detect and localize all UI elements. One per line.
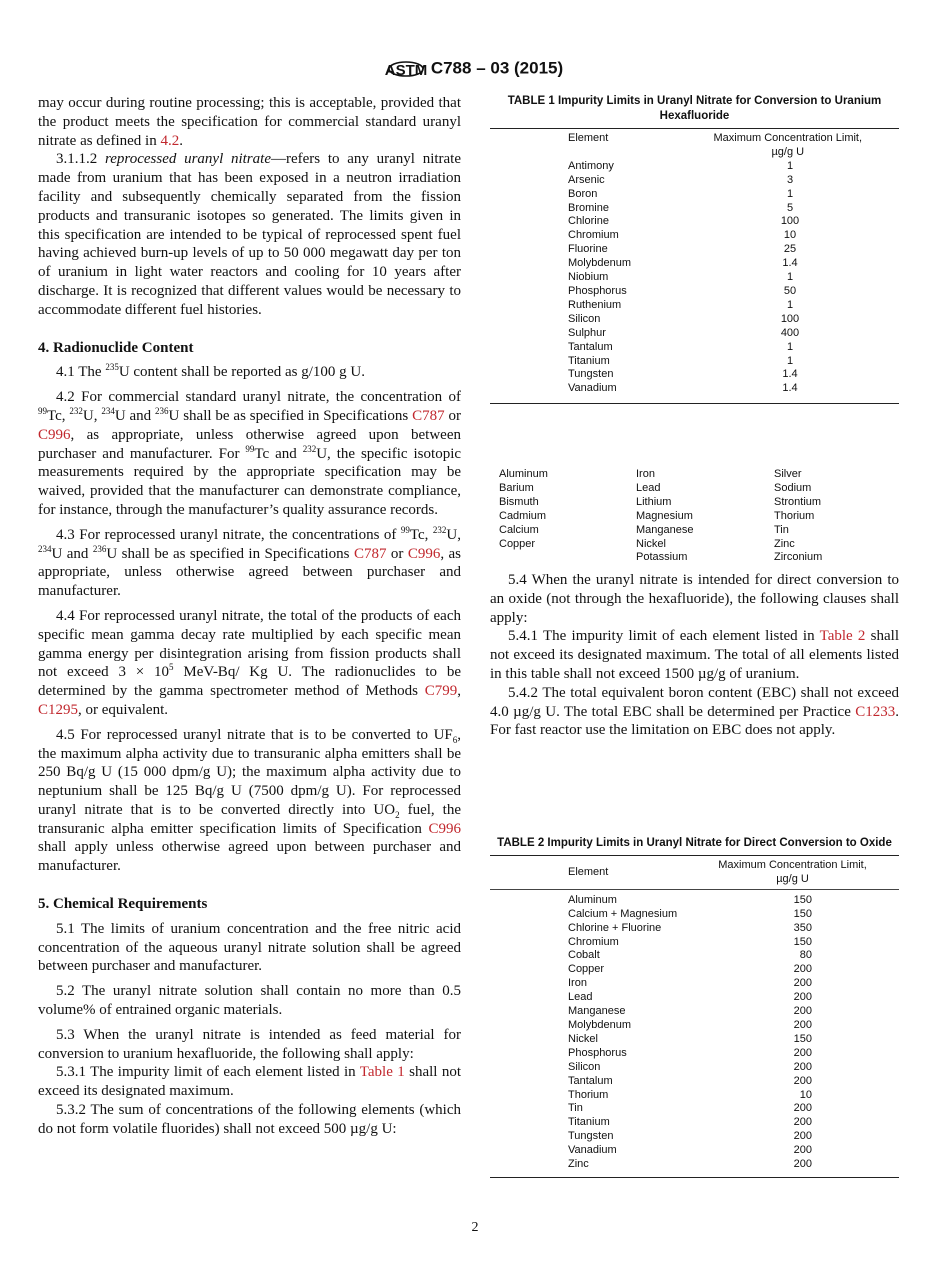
element-name: Sodium bbox=[774, 481, 812, 494]
superscript: 236 bbox=[155, 405, 169, 416]
limit-value: 400 bbox=[780, 326, 800, 339]
page-number: 2 bbox=[471, 1220, 479, 1235]
table-row bbox=[490, 1116, 899, 1130]
table-row bbox=[490, 1061, 899, 1075]
text-run: U and bbox=[114, 407, 156, 424]
superscript: 235 bbox=[105, 362, 119, 373]
limit-value: 80 bbox=[799, 949, 812, 962]
element-name: Phosphorus bbox=[568, 284, 627, 297]
astm-logo-icon bbox=[384, 56, 428, 82]
element-name: Lead bbox=[636, 481, 661, 494]
element-name: Iron bbox=[636, 468, 655, 480]
element-name: Chromium bbox=[568, 935, 619, 948]
table-row bbox=[490, 908, 899, 922]
document-designation: C788 – 03 (2015) bbox=[430, 58, 564, 78]
limit-value: 100 bbox=[780, 215, 800, 228]
limit-value: 1 bbox=[786, 159, 794, 172]
element-name: Iron bbox=[568, 977, 587, 990]
limit-value: 200 bbox=[793, 991, 812, 1004]
table-row bbox=[490, 963, 899, 977]
element-name: Nickel bbox=[636, 537, 666, 550]
table-row bbox=[490, 894, 899, 908]
limit-value: 10 bbox=[799, 1088, 812, 1101]
text-run: or bbox=[386, 545, 408, 562]
superscript: 232 bbox=[302, 443, 317, 454]
text-run: 5. Chemical Requirements bbox=[38, 896, 208, 913]
text-run: shall apply unless otherwise agreed upon between purchaser and manufacturer. bbox=[38, 839, 461, 875]
text-run: or bbox=[444, 407, 461, 424]
element-name: Silver bbox=[774, 468, 802, 480]
paragraph bbox=[38, 920, 461, 976]
table-row bbox=[490, 215, 899, 229]
element-name: Cobalt bbox=[568, 949, 600, 962]
text-run: 5.4 When the uranyl nitrate is intended for direct conversion to an oxide (not through the hexafluoride), the following clauses shall apply: bbox=[490, 572, 899, 626]
table-row bbox=[490, 202, 899, 216]
table-row bbox=[490, 257, 899, 271]
limit-value: 10 bbox=[783, 229, 797, 242]
text-run: , as appropriate, unless otherwise agreed between purchaser and manufacturer. bbox=[38, 545, 461, 600]
reference-link[interactable]: C787 bbox=[353, 545, 387, 562]
text-run: , as appropriate, unless otherwise agreed upon between purchaser and manufacturer. For bbox=[38, 426, 461, 462]
table2 bbox=[490, 855, 899, 1178]
paragraph bbox=[38, 363, 461, 382]
paragraph bbox=[38, 726, 461, 876]
text-run: . For fast reactor use the limitation on EBC does not apply. bbox=[490, 703, 899, 739]
table-row bbox=[490, 1047, 899, 1061]
table-row bbox=[490, 299, 899, 313]
element-name: Barium bbox=[499, 481, 534, 494]
text-run: U shall be as specified in Specifications bbox=[106, 545, 354, 562]
element-name: Silicon bbox=[568, 312, 601, 325]
right-column bbox=[490, 94, 899, 1171]
reference-link[interactable]: C799 bbox=[424, 683, 458, 700]
table-row bbox=[490, 1005, 899, 1019]
element-name: Bromine bbox=[568, 201, 609, 214]
reference-link[interactable]: C996 bbox=[407, 545, 441, 562]
limit-value: 200 bbox=[793, 1005, 812, 1018]
element-name: Manganese bbox=[568, 1005, 626, 1018]
table-rule bbox=[490, 889, 899, 890]
superscript: 234 bbox=[101, 405, 115, 416]
element-name: Tin bbox=[774, 523, 789, 536]
table-row bbox=[490, 1075, 899, 1089]
table-row bbox=[490, 327, 899, 341]
svg-text:ASTM: ASTM bbox=[384, 62, 428, 79]
element-name: Calcium + Magnesium bbox=[568, 907, 678, 920]
superscript: 99 bbox=[38, 405, 47, 416]
element-name: Lead bbox=[568, 991, 593, 1004]
limit-value: 200 bbox=[793, 1074, 812, 1087]
element-name: Titanium bbox=[568, 354, 610, 367]
limit-value: 200 bbox=[793, 1046, 812, 1059]
text-run: 5.4.1 The impurity limit of each element listed in bbox=[508, 628, 820, 645]
element-name: Tungsten bbox=[568, 1130, 614, 1143]
table-row bbox=[490, 1089, 899, 1103]
text-run: U, the specific isotopic measurements required by the appropriate specification may be waived, provided that the manufacturer can demonstrate compliance, for instance, through the manufacturer’s quality assurance records. bbox=[38, 445, 462, 518]
element-name: Copper bbox=[568, 963, 605, 976]
table2-col-limit: Maximum Concentration Limit, bbox=[718, 859, 867, 871]
element-name: Vanadium bbox=[568, 1144, 617, 1157]
table1-col-unit: µg/g U bbox=[771, 145, 805, 158]
element-name: Chlorine + Fluorine bbox=[568, 921, 662, 934]
text-run: may occur during routine processing; this is acceptable, provided that the product meets the specification for commercial standard uranyl nitrate as defined in bbox=[38, 95, 461, 149]
element-name: Tantalum bbox=[568, 340, 613, 353]
text-run: , or equivalent. bbox=[78, 701, 168, 718]
element-name: Zinc bbox=[774, 537, 795, 550]
table-row bbox=[490, 1102, 899, 1116]
limit-value: 1.4 bbox=[782, 382, 798, 395]
section-heading bbox=[38, 339, 461, 358]
element-name: Thorium bbox=[568, 1088, 609, 1101]
table-row bbox=[490, 229, 899, 243]
limit-value: 200 bbox=[793, 1102, 812, 1115]
element-name: Tin bbox=[568, 1102, 583, 1115]
table-row bbox=[490, 355, 899, 369]
text-run: shall not exceed its designated maximum. bbox=[38, 1064, 461, 1100]
table1-col-element: Element bbox=[568, 132, 609, 144]
text-run: U shall be as specified in Specifications bbox=[168, 407, 413, 424]
limit-value: 50 bbox=[783, 284, 797, 297]
text-run: U content shall be reported as g/100 g U. bbox=[118, 364, 366, 381]
table2-col-element: Element bbox=[568, 865, 609, 878]
element-name: Chromium bbox=[568, 229, 619, 242]
element-name: Phosphorus bbox=[568, 1046, 627, 1059]
superscript: 99 bbox=[400, 524, 410, 535]
limit-value: 200 bbox=[793, 963, 812, 976]
limit-value: 150 bbox=[793, 907, 812, 920]
table-row bbox=[490, 1033, 899, 1047]
text-run: 5.3.1 The impurity limit of each element listed in bbox=[56, 1064, 360, 1081]
element-name: Antimony bbox=[568, 159, 614, 172]
paragraph bbox=[38, 388, 461, 520]
element-name: Nickel bbox=[568, 1032, 598, 1045]
limit-value: 200 bbox=[793, 1060, 812, 1073]
text-run: Tc, bbox=[409, 526, 433, 543]
paragraph bbox=[38, 526, 461, 601]
limit-value: 150 bbox=[793, 893, 812, 906]
limit-value: 1.4 bbox=[782, 368, 798, 381]
text-run: U, bbox=[446, 526, 461, 543]
limit-value: 200 bbox=[793, 1130, 812, 1143]
table-row bbox=[490, 922, 899, 936]
table-rule bbox=[490, 1177, 899, 1178]
text-run: 4.3 For reprocessed uranyl nitrate, the concentrations of bbox=[56, 526, 401, 543]
paragraph bbox=[38, 94, 461, 150]
text-run: shall not exceed its designated maximum. The total of all elements listed in this table shall not exceed 1500 µg/g of uranium. bbox=[490, 628, 899, 682]
element-name: Arsenic bbox=[568, 173, 605, 186]
element-name: Lithium bbox=[636, 495, 672, 508]
element-name: Strontium bbox=[774, 495, 822, 508]
nonvolatile-element-list bbox=[490, 468, 904, 565]
paragraph bbox=[38, 607, 461, 720]
text-run: Tc, bbox=[47, 407, 70, 424]
reference-link[interactable]: C1295 bbox=[38, 701, 79, 718]
left-column bbox=[38, 94, 461, 1139]
text-run: 4. Radionuclide Content bbox=[38, 339, 194, 356]
table2-title: TABLE 2 Impurity Limits in Uranyl Nitrate for Direct Conversion to Oxide bbox=[497, 837, 892, 849]
table-row bbox=[490, 188, 899, 202]
element-name: Bismuth bbox=[499, 495, 539, 508]
element-name: Zirconium bbox=[774, 551, 823, 564]
page-header bbox=[0, 56, 950, 82]
table-rule bbox=[490, 403, 899, 404]
text-run: —refers to any uranyl nitrate made from uranium that has been exposed in a neutron irradiation facility and subsequently chemically separated from the fission products and transuranic isotopes so generated. The limits given in this specification are intended to be typical of reprocessed spent fuel having achieved burn-up levels of up to 50 000 megawatt day per ton of uranium in light water reactors and cooling for 10 years after discharge. It is recognized that different values would be necessary to accommodate different fuel histories. bbox=[38, 151, 462, 318]
limit-value: 200 bbox=[793, 1116, 812, 1129]
element-name: Tantalum bbox=[568, 1074, 613, 1087]
section-heading bbox=[38, 895, 461, 914]
text-run: U and bbox=[51, 545, 93, 562]
text-run: 4.5 For reprocessed uranyl nitrate that is to be converted to UF bbox=[56, 726, 453, 743]
table-row bbox=[490, 243, 899, 257]
table-row bbox=[490, 1144, 899, 1158]
table-row bbox=[490, 1130, 899, 1144]
element-name: Aluminum bbox=[568, 893, 617, 906]
section-5-4 bbox=[490, 571, 899, 740]
paragraph bbox=[38, 1063, 461, 1101]
limit-value: 25 bbox=[783, 243, 797, 256]
reference-link[interactable]: C996 bbox=[428, 820, 461, 837]
text-run: 3.1.1.2 bbox=[56, 151, 105, 168]
limit-value: 1 bbox=[786, 340, 794, 353]
element-name: Sulphur bbox=[568, 326, 606, 339]
element-name: Boron bbox=[568, 187, 598, 200]
paragraph bbox=[38, 150, 461, 319]
paragraph bbox=[38, 982, 461, 1020]
table-row bbox=[490, 368, 899, 382]
limit-value: 3 bbox=[786, 173, 794, 186]
element-name: Molybdenum bbox=[568, 257, 631, 270]
limit-value: 150 bbox=[793, 1032, 812, 1045]
limit-value: 1 bbox=[786, 187, 794, 200]
limit-value: 1 bbox=[786, 354, 794, 367]
element-name: Magnesium bbox=[636, 509, 693, 522]
superscript: 5 bbox=[169, 662, 174, 673]
table1-col-limit: Maximum Concentration Limit, bbox=[713, 132, 863, 144]
limit-value: 5 bbox=[786, 201, 794, 214]
superscript: 234 bbox=[38, 543, 52, 554]
limit-value: 200 bbox=[793, 977, 812, 990]
subscript: 6 bbox=[452, 734, 458, 745]
element-name: Aluminum bbox=[499, 468, 548, 480]
limit-value: 1.4 bbox=[782, 257, 798, 270]
table-row bbox=[490, 313, 899, 327]
text-run: Tc and bbox=[254, 445, 303, 462]
limit-value: 150 bbox=[793, 935, 812, 948]
reference-link[interactable]: C996 bbox=[38, 426, 71, 443]
element-name: Cadmium bbox=[499, 509, 547, 522]
element-name: Silicon bbox=[568, 1060, 601, 1073]
text-run: 5.1 The limits of uranium concentration and the free nitric acid concentration of the aqueous uranyl nitrate solution shall be agreed between purchaser and manufacturer. bbox=[38, 920, 461, 975]
element-name: Thorium bbox=[774, 509, 815, 522]
paragraph bbox=[38, 1026, 461, 1064]
superscript: 99 bbox=[245, 443, 255, 454]
element-name: Molybdenum bbox=[568, 1018, 631, 1031]
table2-col-unit: µg/g U bbox=[776, 872, 809, 885]
text-run: 4.1 The bbox=[56, 364, 106, 381]
reference-link[interactable]: C787 bbox=[412, 407, 445, 424]
table1 bbox=[490, 128, 899, 404]
table-row bbox=[490, 271, 899, 285]
element-name: Fluorine bbox=[568, 243, 608, 256]
superscript: 232 bbox=[432, 524, 447, 535]
table-row bbox=[490, 1158, 899, 1172]
superscript: 236 bbox=[92, 543, 107, 554]
table-row bbox=[490, 382, 899, 396]
limit-value: 200 bbox=[793, 1158, 812, 1171]
table-row bbox=[490, 991, 899, 1005]
text-run: 4.4 For reprocessed uranyl nitrate, the total of the products of each specific mean gamma decay rate multiplied by each specific mean gamma energy per disintegration arising from fission products shall not exceed 3 × 10 bbox=[38, 607, 461, 681]
reference-link[interactable]: 4.2 bbox=[160, 132, 180, 149]
table-row bbox=[490, 341, 899, 355]
text-run: 4.2 For commercial standard uranyl nitrate, the concentration of bbox=[56, 389, 461, 406]
element-name: Potassium bbox=[636, 551, 688, 564]
limit-value: 200 bbox=[793, 1144, 812, 1157]
element-name: Ruthenium bbox=[568, 298, 622, 311]
text-run: reprocessed uranyl nitrate bbox=[104, 151, 271, 168]
element-name: Titanium bbox=[568, 1116, 610, 1129]
reference-link[interactable]: C1233 bbox=[855, 703, 896, 720]
paragraph bbox=[490, 627, 899, 683]
reference-link[interactable]: Table 1 bbox=[359, 1064, 405, 1081]
text-run: , the maximum alpha activity due to transuranic alpha emitters shall be 250 Bq/g U (15 000 dpm/g U); the maximum alpha activity due to neptunium shall be 125 Bq/g U (7500 dpm/g U). For reprocessed uranyl nitrate that is to be converted directly into UO bbox=[38, 726, 461, 818]
table-row bbox=[490, 977, 899, 991]
element-name: Tungsten bbox=[568, 368, 614, 381]
text-run: 5.3 When the uranyl nitrate is intended as feed material for conversion to uranium hexafluoride, the following shall apply: bbox=[38, 1026, 461, 1062]
table-row bbox=[490, 285, 899, 299]
paragraph bbox=[38, 1101, 461, 1139]
table-row bbox=[490, 936, 899, 950]
text-run: 5.4.2 The total equivalent boron content (EBC) shall not exceed 4.0 µg/g U. The total EBC shall be determined per Practice bbox=[490, 684, 899, 720]
table-row bbox=[490, 160, 899, 174]
limit-value: 200 bbox=[793, 1018, 812, 1031]
text-run: . bbox=[179, 132, 183, 149]
table-row bbox=[490, 1019, 899, 1033]
element-name: Chlorine bbox=[568, 215, 609, 228]
element-name: Niobium bbox=[568, 271, 609, 284]
element-name: Calcium bbox=[499, 523, 539, 536]
limit-value: 100 bbox=[780, 312, 800, 325]
element-name: Zinc bbox=[568, 1158, 589, 1171]
limit-value: 1 bbox=[786, 271, 794, 284]
table-row bbox=[490, 949, 899, 963]
text-run: 5.2 The uranyl nitrate solution shall contain no more than 0.5 volume% of entrained organic materials. bbox=[38, 983, 461, 1019]
text-run: 5.3.2 The sum of concentrations of the following elements (which do not form volatile fluorides) shall not exceed 500 µg/g U: bbox=[38, 1102, 461, 1137]
element-name: Copper bbox=[499, 537, 536, 550]
element-name bbox=[499, 551, 636, 565]
text-run: fuel, the transuranic alpha emitter specification limits of Specification bbox=[38, 801, 461, 837]
superscript: 232 bbox=[69, 405, 83, 416]
text-run: U, bbox=[82, 407, 102, 424]
element-name: Vanadium bbox=[568, 382, 617, 395]
table-row bbox=[490, 174, 899, 188]
subscript: 2 bbox=[395, 809, 400, 820]
paragraph bbox=[490, 571, 899, 627]
element-name: Manganese bbox=[636, 523, 694, 536]
text-run: MeV-Bq/ Kg U. The radionuclides to be determined by the gamma spectrometer method of Methods bbox=[38, 664, 461, 700]
text-run: , bbox=[457, 683, 461, 700]
paragraph bbox=[490, 684, 899, 740]
reference-link[interactable]: Table 2 bbox=[819, 628, 866, 645]
limit-value: 1 bbox=[786, 298, 794, 311]
limit-value: 350 bbox=[793, 921, 812, 934]
table1-title: TABLE 1 Impurity Limits in Uranyl Nitrate for Conversion to Uranium Hexafluoride bbox=[507, 95, 882, 122]
